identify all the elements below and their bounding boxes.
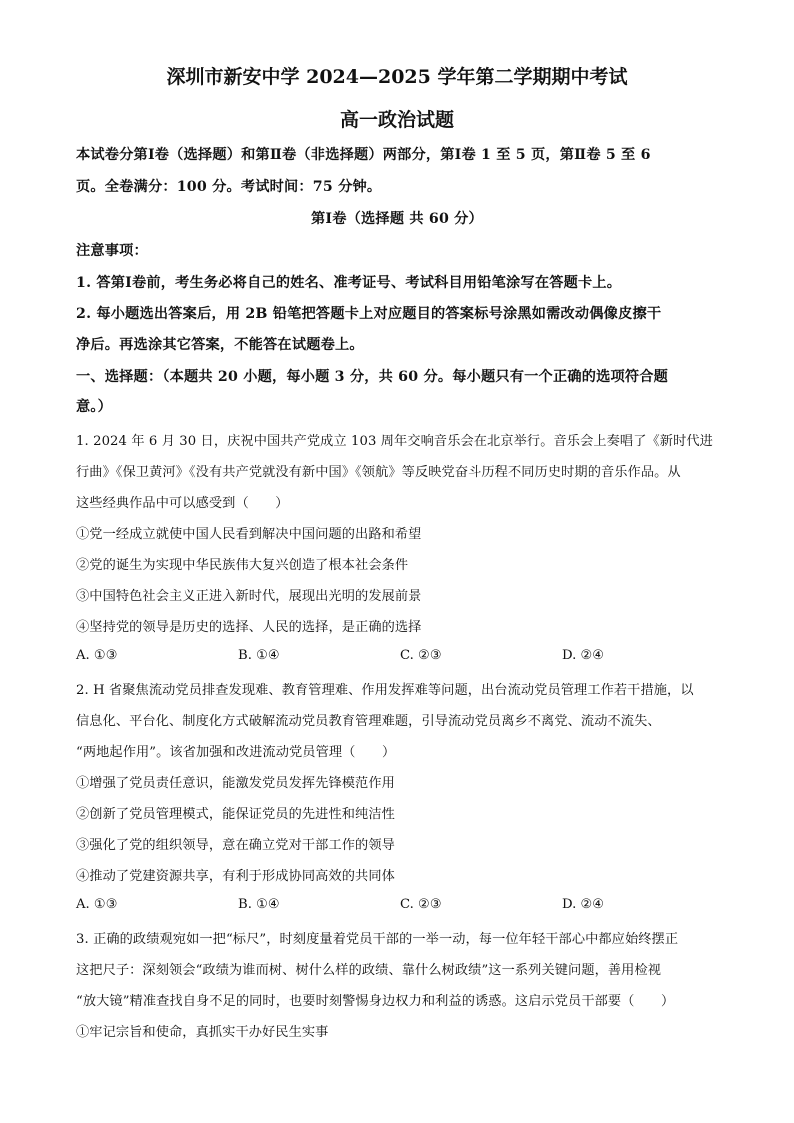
q3-stem-line-2: 这把尺子：深刻领会“政绩为谁而树、树什么样的政绩、靠什么树政绩”这一系列关键问题，善用检视 — [76, 963, 662, 978]
q2-item-2: ②创新了党员管理模式，能保证党员的先进性和纯洁性 — [76, 807, 395, 822]
q3-item-1: ①牢记宗旨和使命，真抓实干办好民生实事 — [76, 1025, 329, 1040]
q1-item-2: ②党的诞生为实现中华民族伟大复兴创造了根本社会条件 — [76, 558, 409, 573]
q1-item-4: ④坚持党的领导是历史的选择、人民的选择，是正确的选择 — [76, 620, 422, 635]
q2-option-c: C. ②③ — [400, 897, 442, 912]
q2-item-1: ①增强了党员责任意识，能激发党员发挥先锋模范作用 — [76, 776, 395, 791]
exam-title: 深圳市新安中学 2024—2025 学年第二学期期中考试 — [166, 66, 628, 88]
section-heading-line-2: 意。） — [76, 399, 113, 415]
intro-line-1: 本试卷分第Ⅰ卷（选择题）和第Ⅱ卷（非选择题）两部分，第Ⅰ卷 1 至 5 页，第Ⅱ卷 5 至 6 — [76, 147, 651, 163]
q1-item-3: ③中国特色社会主义正进入新时代，展现出光明的发展前景 — [76, 589, 422, 604]
q2-stem-line-3: “两地起作用”。该省加强和改进流动党员管理（ ） — [76, 745, 396, 760]
intro-line-2: 页。全卷满分：100 分。考试时间：75 分钟。 — [76, 179, 382, 195]
notes-heading: 注意事项： — [76, 243, 148, 259]
q3-stem-line-1: 3. 正确的政绩观宛如一把“标尺”，时刻度量着党员干部的一举一动，每一位年轻干部心中都应始终摆正 — [76, 932, 679, 947]
note-2-line-2: 净后。再选涂其它答案，不能答在试题卷上。 — [76, 337, 364, 353]
q1-item-1: ①党一经成立就使中国人民看到解决中国问题的出路和希望 — [76, 527, 422, 542]
q2-stem-line-2: 信息化、平台化、制度化方式破解流动党员教育管理难题，引导流动党员离乡不离党、流动不流失、 — [76, 714, 661, 729]
q2-option-a: A. ①③ — [76, 897, 118, 912]
note-2-line-1: 2. 每小题选出答案后，用 2B 铅笔把答题卡上对应题目的答案标号涂黑如需改动偶像皮擦干 — [76, 306, 662, 322]
q1-option-a: A. ①③ — [76, 648, 118, 663]
q3-stem-line-3: “放大镜”精准查找自身不足的同时，也要时刻警惕身边权力和利益的诱惑。这启示党员干部要（ ） — [76, 994, 675, 1009]
q2-option-d: D. ②④ — [562, 897, 605, 912]
exam-subtitle: 高一政治试题 — [339, 109, 454, 131]
q1-stem-line-2: 行曲》《保卫黄河》《没有共产党就没有新中国》《领航》等反映党奋斗历程不同历史时期的音乐作品。从 — [76, 465, 681, 480]
note-1: 1. 答第Ⅰ卷前，考生务必将自己的姓名、准考证号、考试科目用铅笔涂写在答题卡上。 — [76, 275, 622, 291]
q1-option-b: B. ①④ — [238, 648, 280, 663]
q1-stem-line-1: 1. 2024 年 6 月 30 日，庆祝中国共产党成立 103 周年交响音乐会在北京举行。音乐会上奏唱了《新时代进 — [76, 434, 713, 449]
q2-item-3: ③强化了党的组织领导，意在确立党对干部工作的领导 — [76, 838, 395, 853]
q1-option-c: C. ②③ — [400, 648, 442, 663]
q2-stem-line-1: 2. H 省聚焦流动党员排查发现难、教育管理难、作用发挥难等问题，出台流动党员管理工作若干措施，以 — [76, 683, 694, 698]
q2-item-4: ④推动了党建资源共享，有利于形成协同高效的共同体 — [76, 869, 395, 884]
part1-heading: 第Ⅰ卷（选择题 共 60 分） — [311, 211, 483, 227]
q2-option-b: B. ①④ — [238, 897, 280, 912]
q1-stem-line-3: 这些经典作品中可以感受到（ ） — [76, 496, 289, 511]
q1-option-d: D. ②④ — [562, 648, 605, 663]
section-heading-line-1: 一、选择题：（本题共 20 小题，每小题 3 分，共 60 分。每小题只有一个正确的选项符合题 — [76, 369, 669, 385]
